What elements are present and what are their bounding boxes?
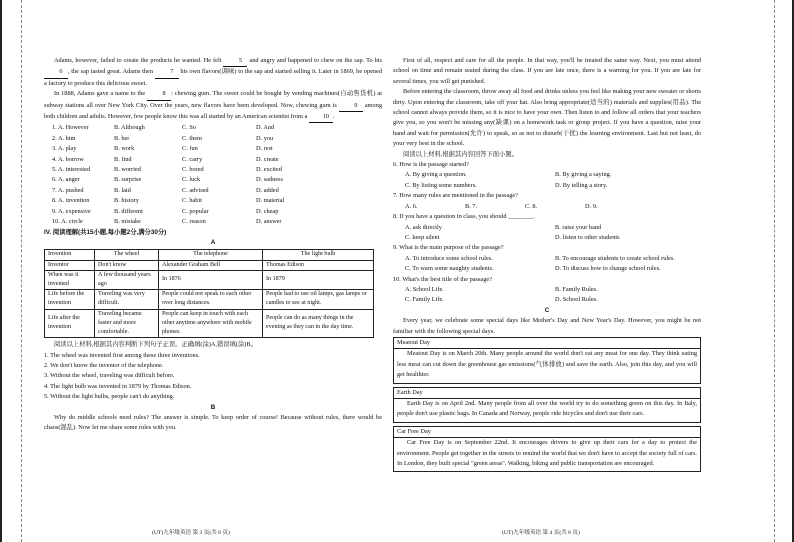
table-cell: Life before the invention xyxy=(45,290,95,309)
special-day-box xyxy=(393,337,701,384)
answer-option[interactable]: A. By giving a question. xyxy=(405,171,467,179)
option-row xyxy=(52,144,382,154)
passage-label-c: C xyxy=(544,306,550,314)
blank-9[interactable]: 9 xyxy=(339,101,363,112)
table-cell: In 1879 xyxy=(263,270,374,289)
option-choice[interactable]: C. So xyxy=(182,124,196,132)
option-choice[interactable]: 8. A. invention xyxy=(52,197,90,205)
special-day-body: Car Free Day is on September 22nd. It encourages drivers to give up their cars for a day to protect the environment. People get together in the streets to remind the world that we don't have to accept the society full of cars. In London, they built special "green areas". Walking, biking and public transportation are encouraged. xyxy=(397,439,697,468)
question-options xyxy=(405,170,701,191)
tf-statement: 1. The wheel was invented first among these three inventions. xyxy=(44,351,200,359)
special-day-body: Earth Day is on April 2nd. Many people from all over the world try to do something green on this day. In Italy, people don't use plastic bags. In Canada and Norway, people ride bicycles and don't use their cars. xyxy=(397,400,697,418)
passage-label-b: B xyxy=(210,403,216,411)
option-choice[interactable]: 5. A. interested xyxy=(52,166,91,174)
option-choice[interactable]: C. popular xyxy=(182,207,209,215)
option-choice[interactable]: C. habit xyxy=(182,197,202,205)
table-cell: Inventor xyxy=(45,260,95,270)
option-choice[interactable]: B. find xyxy=(114,155,132,163)
left-column xyxy=(44,56,382,434)
table-header-cell: The wheel xyxy=(95,250,159,260)
tf-statement: 2. We don't know the inventor of the telephone. xyxy=(44,361,164,369)
tf-statement: 5. Without the light bulbs, people can't do anything. xyxy=(44,393,175,401)
option-choice[interactable]: 6. A. anger xyxy=(52,176,80,184)
answer-option[interactable]: A. 6. xyxy=(405,202,418,210)
cloze-paragraph-1: Adams, however, failed to create the products he wanted. He felt 5 and angry and happened to chew on the sap. To his 6 , the sap tasted great. Adams then 7 his own flavors(调味) to the sap and started selling it. Later in 1869, he opened a factory to produce this delicious sweet. xyxy=(44,57,382,87)
table-cell: Alexander Graham Bell xyxy=(159,260,263,270)
answer-option[interactable]: C. To warn some naughty students. xyxy=(405,265,494,273)
table-row xyxy=(45,309,374,338)
option-choice[interactable]: D. material xyxy=(256,197,285,205)
answer-option[interactable]: D. To discuss how to change school rules. xyxy=(555,265,661,273)
answer-option[interactable]: B. By giving a saying. xyxy=(555,171,612,179)
option-choice[interactable]: B. history xyxy=(114,197,139,205)
option-choice[interactable]: B. worried xyxy=(114,166,141,174)
tf-statement: 4. The light bulb was invented in 1879 by Thomas Edison. xyxy=(44,382,192,390)
binding-line-right xyxy=(774,0,775,542)
binding-line-left xyxy=(21,0,22,542)
table-cell: People can do as many things in the evening as they can in the day time. xyxy=(263,309,374,338)
option-choice[interactable]: C. advised xyxy=(182,186,209,194)
table-header-cell: Invention xyxy=(45,250,95,260)
option-row xyxy=(52,165,382,175)
option-row xyxy=(52,155,382,165)
cloze-options xyxy=(44,123,382,227)
option-choice[interactable]: B. her xyxy=(114,134,130,142)
passage-b-intro: Why do middle schools need rules? The answer is simple. To keep order of course! Because without rules, there would be chaos(混乱). Now let me share some rules with you. xyxy=(44,413,382,432)
blank-10[interactable]: 10 xyxy=(309,112,333,123)
table-row xyxy=(45,260,374,270)
option-choice[interactable]: C. fun xyxy=(182,145,198,153)
page-footer-right: (UT)九年级英语 第 4 页(共 8 页) xyxy=(502,530,580,536)
special-day-box xyxy=(393,426,701,473)
option-choice[interactable]: D. answer xyxy=(256,218,282,226)
option-row xyxy=(52,123,382,133)
cloze-paragraph-2: In 1888, Adams gave a name to the 8 : chewing gum. The sweet could be bought by vending machines(自动售货机) at subway stations all over New York City. Over the years, new flavors have been developed. Now, chewing gum is 9 among both children and adults. However, few people know this was all started by an American scientist from a 10 . xyxy=(44,89,382,123)
table-cell: A few thousand years ago xyxy=(95,270,159,289)
option-row xyxy=(52,207,382,217)
question-options xyxy=(405,285,701,306)
option-row xyxy=(52,196,382,206)
table-cell: Traveling became faster and more comfortable. xyxy=(95,309,159,338)
tf-statement: 3. Without the wheel, traveling was difficult before. xyxy=(44,372,175,380)
passage-b-paragraph-2: Before entering the classroom, throw away all food and drinks unless you feel like making your new sweater or shorts dirty. Upon entering the classroom, take off your hat. Also bring appropriate(适当的) materials and supplies(用品). The school cannot always provide them, so it is nice to have your own. Then listen to and follow all orders that your teachers give you, so you won't be missing any(缺课) on a homework task or group project. If you have a question, raise your hand and wait for permission(允许) to speak, so as not to disturb(干扰) the learning environment. Last but not least, do your very best in the school. xyxy=(393,88,701,148)
answer-option[interactable]: C. keep silent xyxy=(405,233,440,241)
answer-option[interactable]: D. 9. xyxy=(585,202,598,210)
option-choice[interactable]: D. sadness xyxy=(256,176,283,184)
answer-option[interactable]: C. By listing some numbers. xyxy=(405,181,477,189)
answer-option[interactable]: A. ask directly xyxy=(405,223,442,231)
question-options xyxy=(405,254,701,275)
option-choice[interactable]: D. And xyxy=(256,124,275,132)
special-day-title: Car Free Day xyxy=(394,427,700,438)
option-choice[interactable]: C. them xyxy=(182,134,202,142)
option-row xyxy=(52,217,382,227)
option-choice[interactable]: B. mistake xyxy=(114,218,141,226)
question-stem: 8. If you have a question in class, you should ________. xyxy=(393,213,535,221)
answer-option[interactable]: B. To encourage students to create school rules. xyxy=(555,254,675,262)
table-cell: In 1876 xyxy=(159,270,263,289)
answer-option[interactable]: D. listen to other students xyxy=(555,233,620,241)
answer-option[interactable]: A. To introduce some school rules. xyxy=(405,254,493,262)
answer-option[interactable]: D. By telling a story. xyxy=(555,181,608,189)
passage-label-a: A xyxy=(210,238,216,246)
table-cell: Thomas Edison xyxy=(263,260,374,270)
table-cell: People could not speak to each other over long distances. xyxy=(159,290,263,309)
blank-7[interactable]: 7 xyxy=(155,67,179,78)
option-choice[interactable]: B. different xyxy=(114,207,143,215)
special-days-boxes xyxy=(393,337,701,472)
option-choice[interactable]: 10. A. circle xyxy=(52,218,83,226)
question-stem: 9. What is the main purpose of the passage? xyxy=(393,244,504,252)
option-choice[interactable]: 9. A. expensive xyxy=(52,207,91,215)
blank-8[interactable]: 8 xyxy=(147,89,171,100)
option-choice[interactable]: C. bored xyxy=(182,166,204,174)
option-choice[interactable]: C. luck xyxy=(182,176,201,184)
option-choice[interactable]: D. cheap xyxy=(256,207,279,215)
passage-b-instruction: 阅读以上材料,根据其内容回答下面小题。 xyxy=(403,150,518,158)
answer-option[interactable]: B. raise your hand xyxy=(555,223,602,231)
tf-instruction: 阅读以上材料,根据其内容判断下列句子正误。正确填(涂)A,错误填(涂)B。 xyxy=(54,341,257,349)
special-day-title: Earth Day xyxy=(394,388,700,399)
table-cell: Life after the invention xyxy=(45,309,95,338)
option-row xyxy=(52,134,382,144)
page-footer-left: (UT)九年级英语 第 3 页(共 8 页) xyxy=(152,530,230,536)
option-choice[interactable]: D. added xyxy=(256,186,279,194)
table-cell: People can keep in touch with each other anytime anywhere with mobile phones. xyxy=(159,309,263,338)
option-row xyxy=(52,175,382,185)
question-options xyxy=(405,202,701,212)
option-choice[interactable]: 4. A. borrow xyxy=(52,155,84,163)
tf-items xyxy=(44,351,382,403)
special-day-body: Meatout Day is on March 20th. Many people around the world don't eat any meat for one day. They think eating less meat can cut down the greenhouse gas emissions(气体排放) and save the earth. Also, join this day, and you will get healthier. xyxy=(397,350,697,379)
blank-6[interactable]: 6 xyxy=(44,67,68,78)
answer-option[interactable]: A. School Life. xyxy=(405,285,444,293)
answer-option[interactable]: D. School Rules. xyxy=(555,296,598,304)
option-choice[interactable]: B. work xyxy=(114,145,135,153)
answer-option[interactable]: C. 8. xyxy=(525,202,538,210)
option-choice[interactable]: D. excited xyxy=(256,166,282,174)
table-header-row xyxy=(45,250,374,260)
right-column xyxy=(393,56,701,472)
answer-option[interactable]: C. Family Life. xyxy=(405,296,444,304)
passage-c-intro: Every year, we celebrate some special days like Mother's Day and New Year's Day. However, you might be not familiar with the following special days. xyxy=(393,317,701,335)
option-choice[interactable]: C. reason xyxy=(182,218,206,226)
blank-5[interactable]: 5 xyxy=(223,56,247,67)
section-title-reading: IV. 阅读理解(共15小题,每小题2分,满分30分) xyxy=(44,228,167,236)
table-header-cell: The telephone xyxy=(159,250,263,260)
question-stem: 10. What's the best title of the passage? xyxy=(393,275,492,283)
inventions-table xyxy=(44,249,374,338)
table-row xyxy=(45,270,374,289)
option-choice[interactable]: B. surprise xyxy=(114,176,142,184)
question-stem: 7. How many rules are mentioned in the passage? xyxy=(393,192,519,200)
table-cell: When was it invented xyxy=(45,270,95,289)
option-choice[interactable]: 2. A. him xyxy=(52,134,76,142)
option-choice[interactable]: 1. A. However xyxy=(52,124,89,132)
question-options xyxy=(405,223,701,244)
table-header-cell: The light bulb xyxy=(263,250,374,260)
option-choice[interactable]: 3. A. play xyxy=(52,145,77,153)
table-row xyxy=(45,290,374,309)
table-cell: Traveling was very difficult. xyxy=(95,290,159,309)
option-choice[interactable]: 7. A. pushed xyxy=(52,186,84,194)
option-choice[interactable]: B. laid xyxy=(114,186,131,194)
answer-option[interactable]: B. 7. xyxy=(465,202,478,210)
option-choice[interactable]: D. create xyxy=(256,155,279,163)
question-stem: 6. How is the passage started? xyxy=(393,161,469,169)
option-choice[interactable]: D. you xyxy=(256,134,274,142)
table-cell: Don't know xyxy=(95,260,159,270)
special-day-title: Meatout Day xyxy=(394,338,700,349)
passage-b-paragraph-1: First of all, respect and care for all the people. In that way, you'll be treated the same way. Next, you must attend school on time and remain seated during the class. If you are late once, there is a warning for you. If you are late for several times, you will get punished. xyxy=(393,57,701,85)
option-choice[interactable]: D. rest xyxy=(256,145,273,153)
option-choice[interactable]: C. carry xyxy=(182,155,203,163)
option-choice[interactable]: B. Although xyxy=(114,124,145,132)
option-row xyxy=(52,186,382,196)
table-cell: People had to use oil lamps, gas lamps or candles to see at night. xyxy=(263,290,374,309)
special-day-box xyxy=(393,387,701,423)
question-list xyxy=(393,160,701,306)
answer-option[interactable]: B. Family Rules. xyxy=(555,285,598,293)
